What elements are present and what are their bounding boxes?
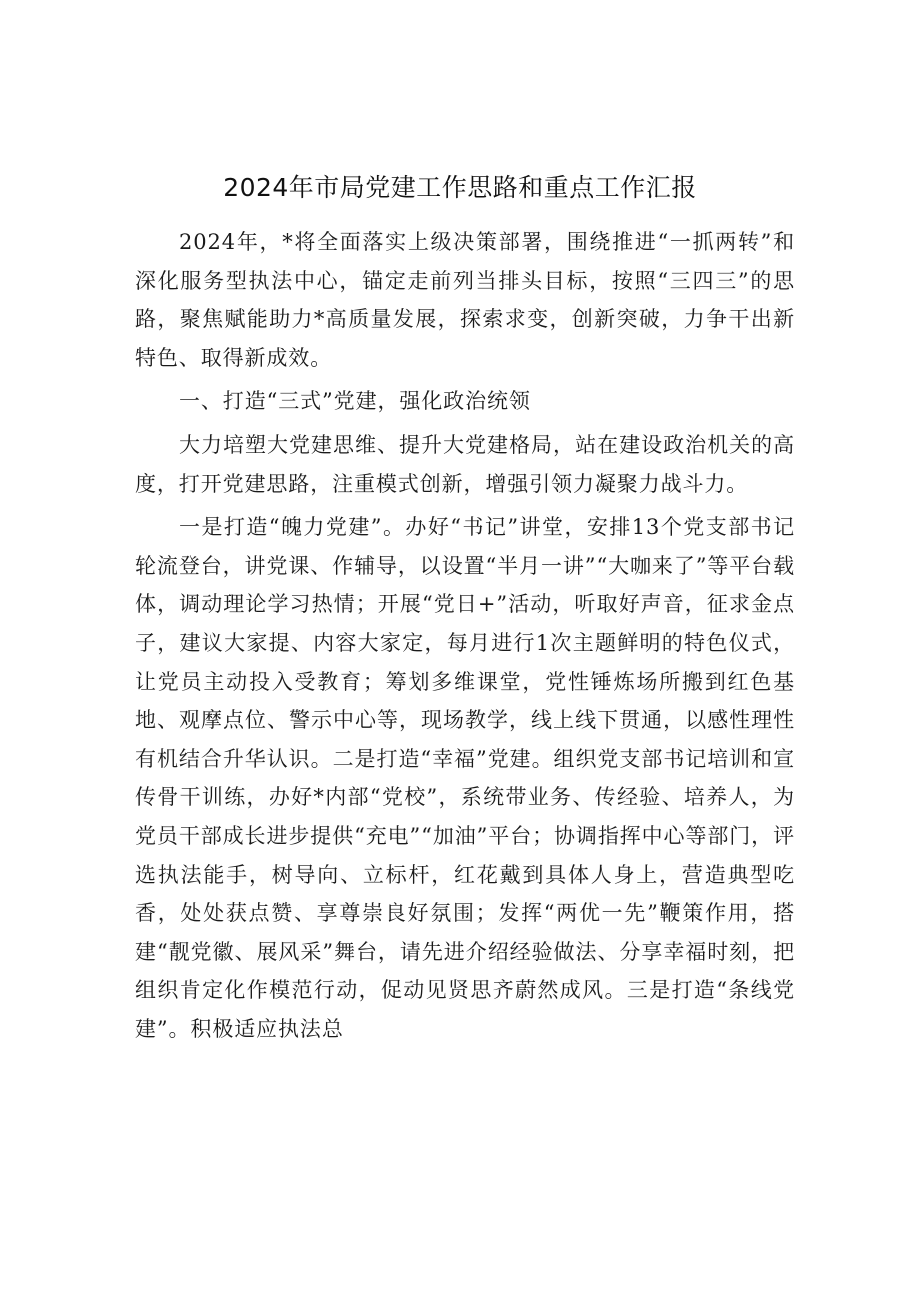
section-detail-paragraph: 一是打造“魄力党建”。办好“书记”讲堂，安排13个党支部书记轮流登台，讲党课、作辅导，以设置“半月一讲”“大咖来了”等平台载体，调动理论学习热情；开展“党日+”活动，听取好声音，征求金点子，建议大家提、内容大家定，每月进行1次主题鲜明的特色仪式，让党员主动投入受教育；筹划多维课堂，党性锤炼场所搬到红色基地、观摩点位、警示中心等，现场教学，线上线下贯通，以感性理性有机结合升华认识。二是打造“幸福”党建。组织党支部书记培训和宣传骨干训练，办好*内部“党校”，系统带业务、传经验、培养人，为党员干部成长进步提供“充电”“加油”平台；协调指挥中心等部门，评选执法能手，树导向、立标杆，红花戴到具体人身上，营造典型吃香，处处获点赞、享尊崇良好氛围；发挥“两优一先”鞭策作用，搭建“靓党徽、展风采”舞台，请先进介绍经验做法、分享幸福时刻，把组织肯定化作模范行动，促动见贤思齐蔚然成风。三是打造“条线党建”。积极适应执法总	[135, 515, 795, 1041]
section-intro-paragraph: 大力培塑大党建思维、提升大党建格局，站在建设政治机关的高度，打开党建思路，注重模式创新，增强引领力凝聚力战斗力。	[135, 432, 795, 496]
section-heading: 一、打造“三式”党建，强化政治统领	[179, 389, 531, 414]
document-body	[135, 223, 795, 1053]
intro-paragraph: 2024年，*将全面落实上级决策部署，围绕推进“一抓两转”和深化服务型执法中心，锚定走前列当排头目标，按照“三四三”的思路，聚焦赋能助力*高质量发展，探索求变，创新突破，力争干出新特色、取得新成效。	[135, 230, 795, 370]
document-title: 2024年市局党建工作思路和重点工作汇报	[223, 173, 697, 202]
